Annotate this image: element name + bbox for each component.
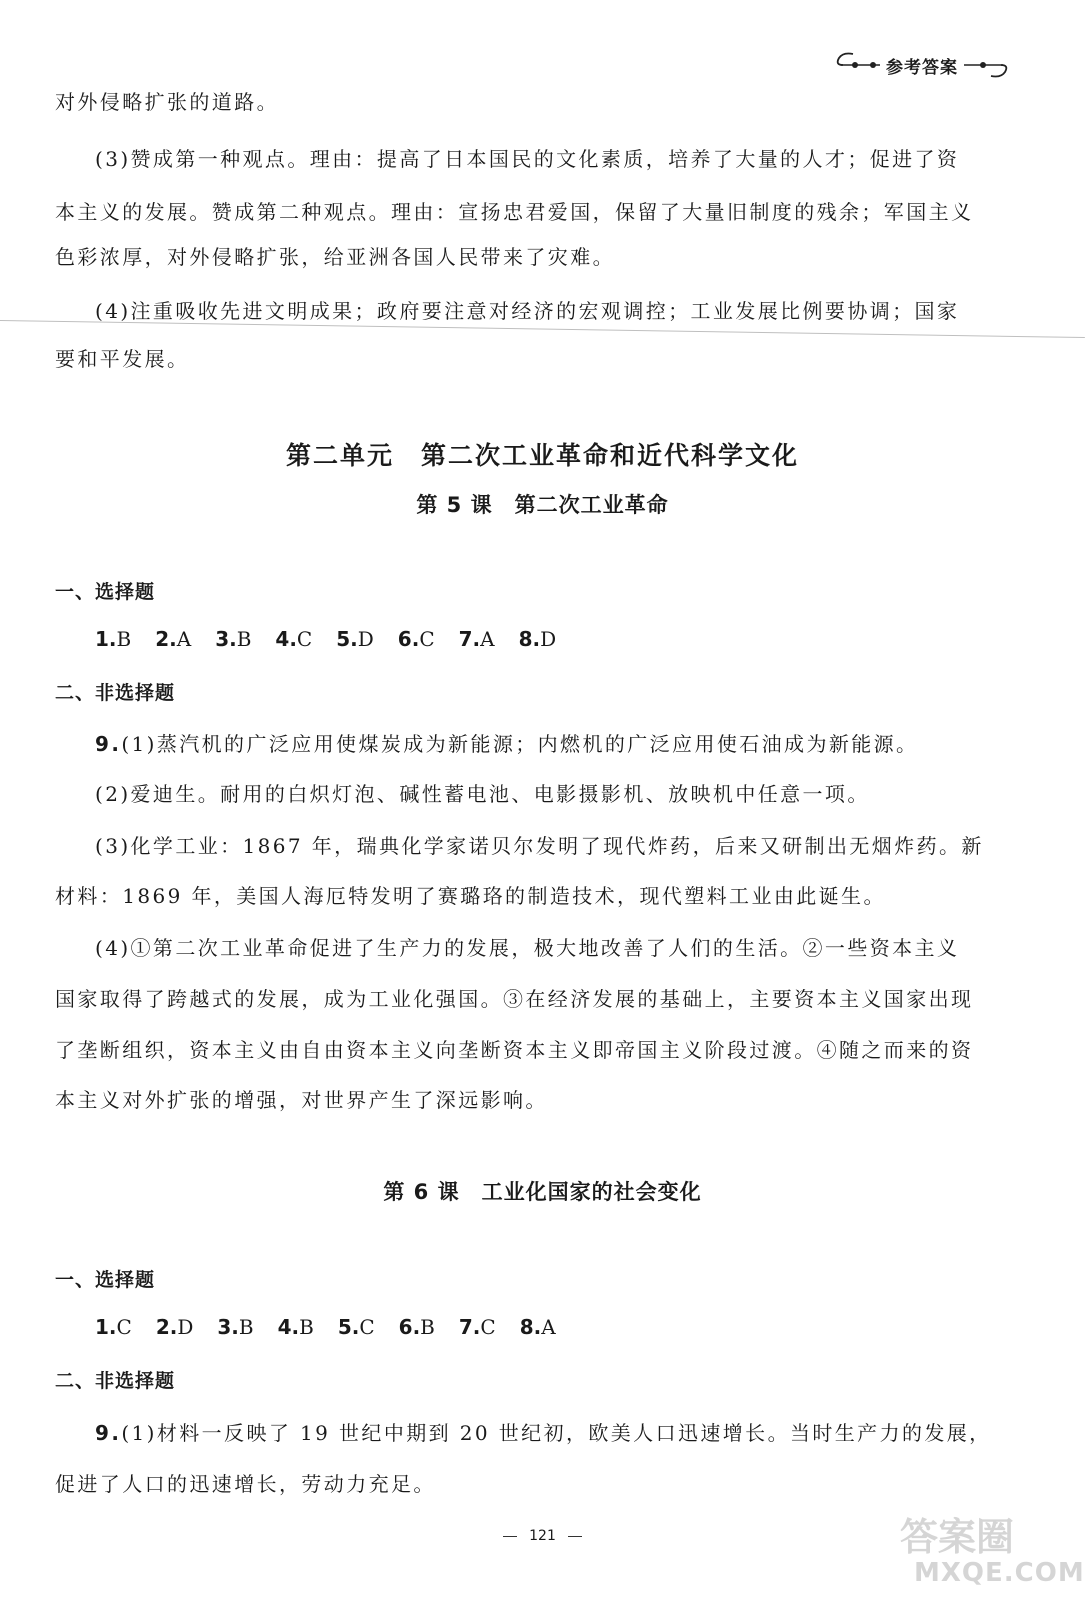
lesson-5-section-choice: 一、选择题 bbox=[55, 581, 156, 603]
para-3-line-1: (3)赞成第一种观点。理由：提高了日本国民的文化素质，培养了大量的人才；促进了资 bbox=[95, 147, 960, 171]
header-badge-label: 参考答案 bbox=[880, 53, 964, 78]
lesson-6-section-choice: 一、选择题 bbox=[55, 1269, 156, 1291]
lesson-6-section-nonchoice: 二、非选择题 bbox=[55, 1370, 176, 1392]
answer-item: 7.C bbox=[458, 1315, 496, 1339]
lesson-5-q9-part-2: (2)爱迪生。耐用的白炽灯泡、碱性蓄电池、电影摄影机、放映机中任意一项。 bbox=[95, 782, 870, 806]
lesson-5-q9-part-4-line-1: (4)①第二次工业革命促进了生产力的发展，极大地改善了人们的生活。②一些资本主义 bbox=[95, 936, 960, 960]
answer-item: 6.B bbox=[398, 1315, 435, 1339]
answer-item: 8.D bbox=[518, 627, 557, 651]
lesson-5-q9-part-4-line-3: 了垄断组织，资本主义由自由资本主义向垄断资本主义即帝国主义阶段过渡。④随之而来的资 bbox=[55, 1038, 974, 1062]
answer-item: 7.A bbox=[458, 627, 495, 651]
answer-item: 8.A bbox=[519, 1315, 556, 1339]
answer-item: 6.C bbox=[397, 627, 435, 651]
lesson-5-q9-part-4-line-2: 国家取得了跨越式的发展，成为工业化强国。③在经济发展的基础上，主要资本主义国家出现 bbox=[55, 987, 974, 1011]
watermark-bottom-text: MXQE.COM bbox=[914, 1558, 1085, 1588]
header-badge bbox=[833, 50, 1011, 80]
answer-item: 2.A bbox=[155, 627, 192, 651]
unit-title: 第二单元 第二次工业革命和近代科学文化 bbox=[285, 441, 799, 470]
lesson-5-section-nonchoice: 二、非选择题 bbox=[55, 682, 176, 704]
lesson-6-title: 第 6 课 工业化国家的社会变化 bbox=[383, 1180, 702, 1204]
answer-item: 1.B bbox=[95, 627, 132, 651]
lesson-5-q9-part-3-line-2: 材料：1869 年，美国人海厄特发明了赛璐珞的制造技术，现代塑料工业由此诞生。 bbox=[55, 884, 886, 908]
answer-item: 1.C bbox=[95, 1315, 132, 1339]
lesson-5-q9-part-4-line-4: 本主义对外扩张的增强，对世界产生了深远影响。 bbox=[55, 1088, 548, 1112]
lesson-6-q9-part-1-line-2: 促进了人口的迅速增长，劳动力充足。 bbox=[55, 1472, 436, 1496]
answer-item: 3.B bbox=[215, 627, 252, 651]
page-number-label: 121 bbox=[529, 1528, 556, 1544]
lesson-5-title: 第 5 课 第二次工业革命 bbox=[416, 493, 669, 517]
lesson-6-choice-answers bbox=[95, 1315, 580, 1339]
watermark-logo bbox=[900, 1506, 1085, 1591]
intro-line: 对外侵略扩张的道路。 bbox=[55, 90, 279, 114]
lesson-5-q9-part-3-line-1: (3)化学工业：1867 年，瑞典化学家诺贝尔发明了现代炸药，后来又研制出无烟炸药。新 bbox=[95, 834, 984, 858]
para-4-line-1: (4)注重吸收先进文明成果；政府要注意对经济的宏观调控；工业发展比例要协调；国家 bbox=[95, 299, 960, 323]
answer-item: 3.B bbox=[217, 1315, 254, 1339]
answer-item: 2.D bbox=[155, 1315, 194, 1339]
answer-item: 5.D bbox=[336, 627, 374, 651]
lesson-5-choice-answers bbox=[95, 627, 580, 651]
lesson-6-q9-part-1-line-1: 9.(1)材料一反映了 19 世纪中期到 20 世纪初，欧美人口迅速增长。当时生产力的发展， bbox=[95, 1421, 992, 1445]
para-4-line-2: 要和平发展。 bbox=[55, 347, 190, 371]
para-3-line-2: 本主义的发展。赞成第二种观点。理由：宣扬忠君爱国，保留了大量旧制度的残余；军国主义 bbox=[55, 200, 974, 224]
answer-item: 4.C bbox=[275, 627, 313, 651]
para-3-line-3: 色彩浓厚，对外侵略扩张，给亚洲各国人民带来了灾难。 bbox=[55, 245, 615, 269]
watermark-top-text: 答案圈 bbox=[900, 1515, 1015, 1559]
answer-item: 4.B bbox=[277, 1315, 314, 1339]
answer-item: 5.C bbox=[337, 1315, 375, 1339]
lesson-5-q9-part-1: 9.(1)蒸汽机的广泛应用使煤炭成为新能源；内燃机的广泛应用使石油成为新能源。 bbox=[95, 732, 919, 756]
